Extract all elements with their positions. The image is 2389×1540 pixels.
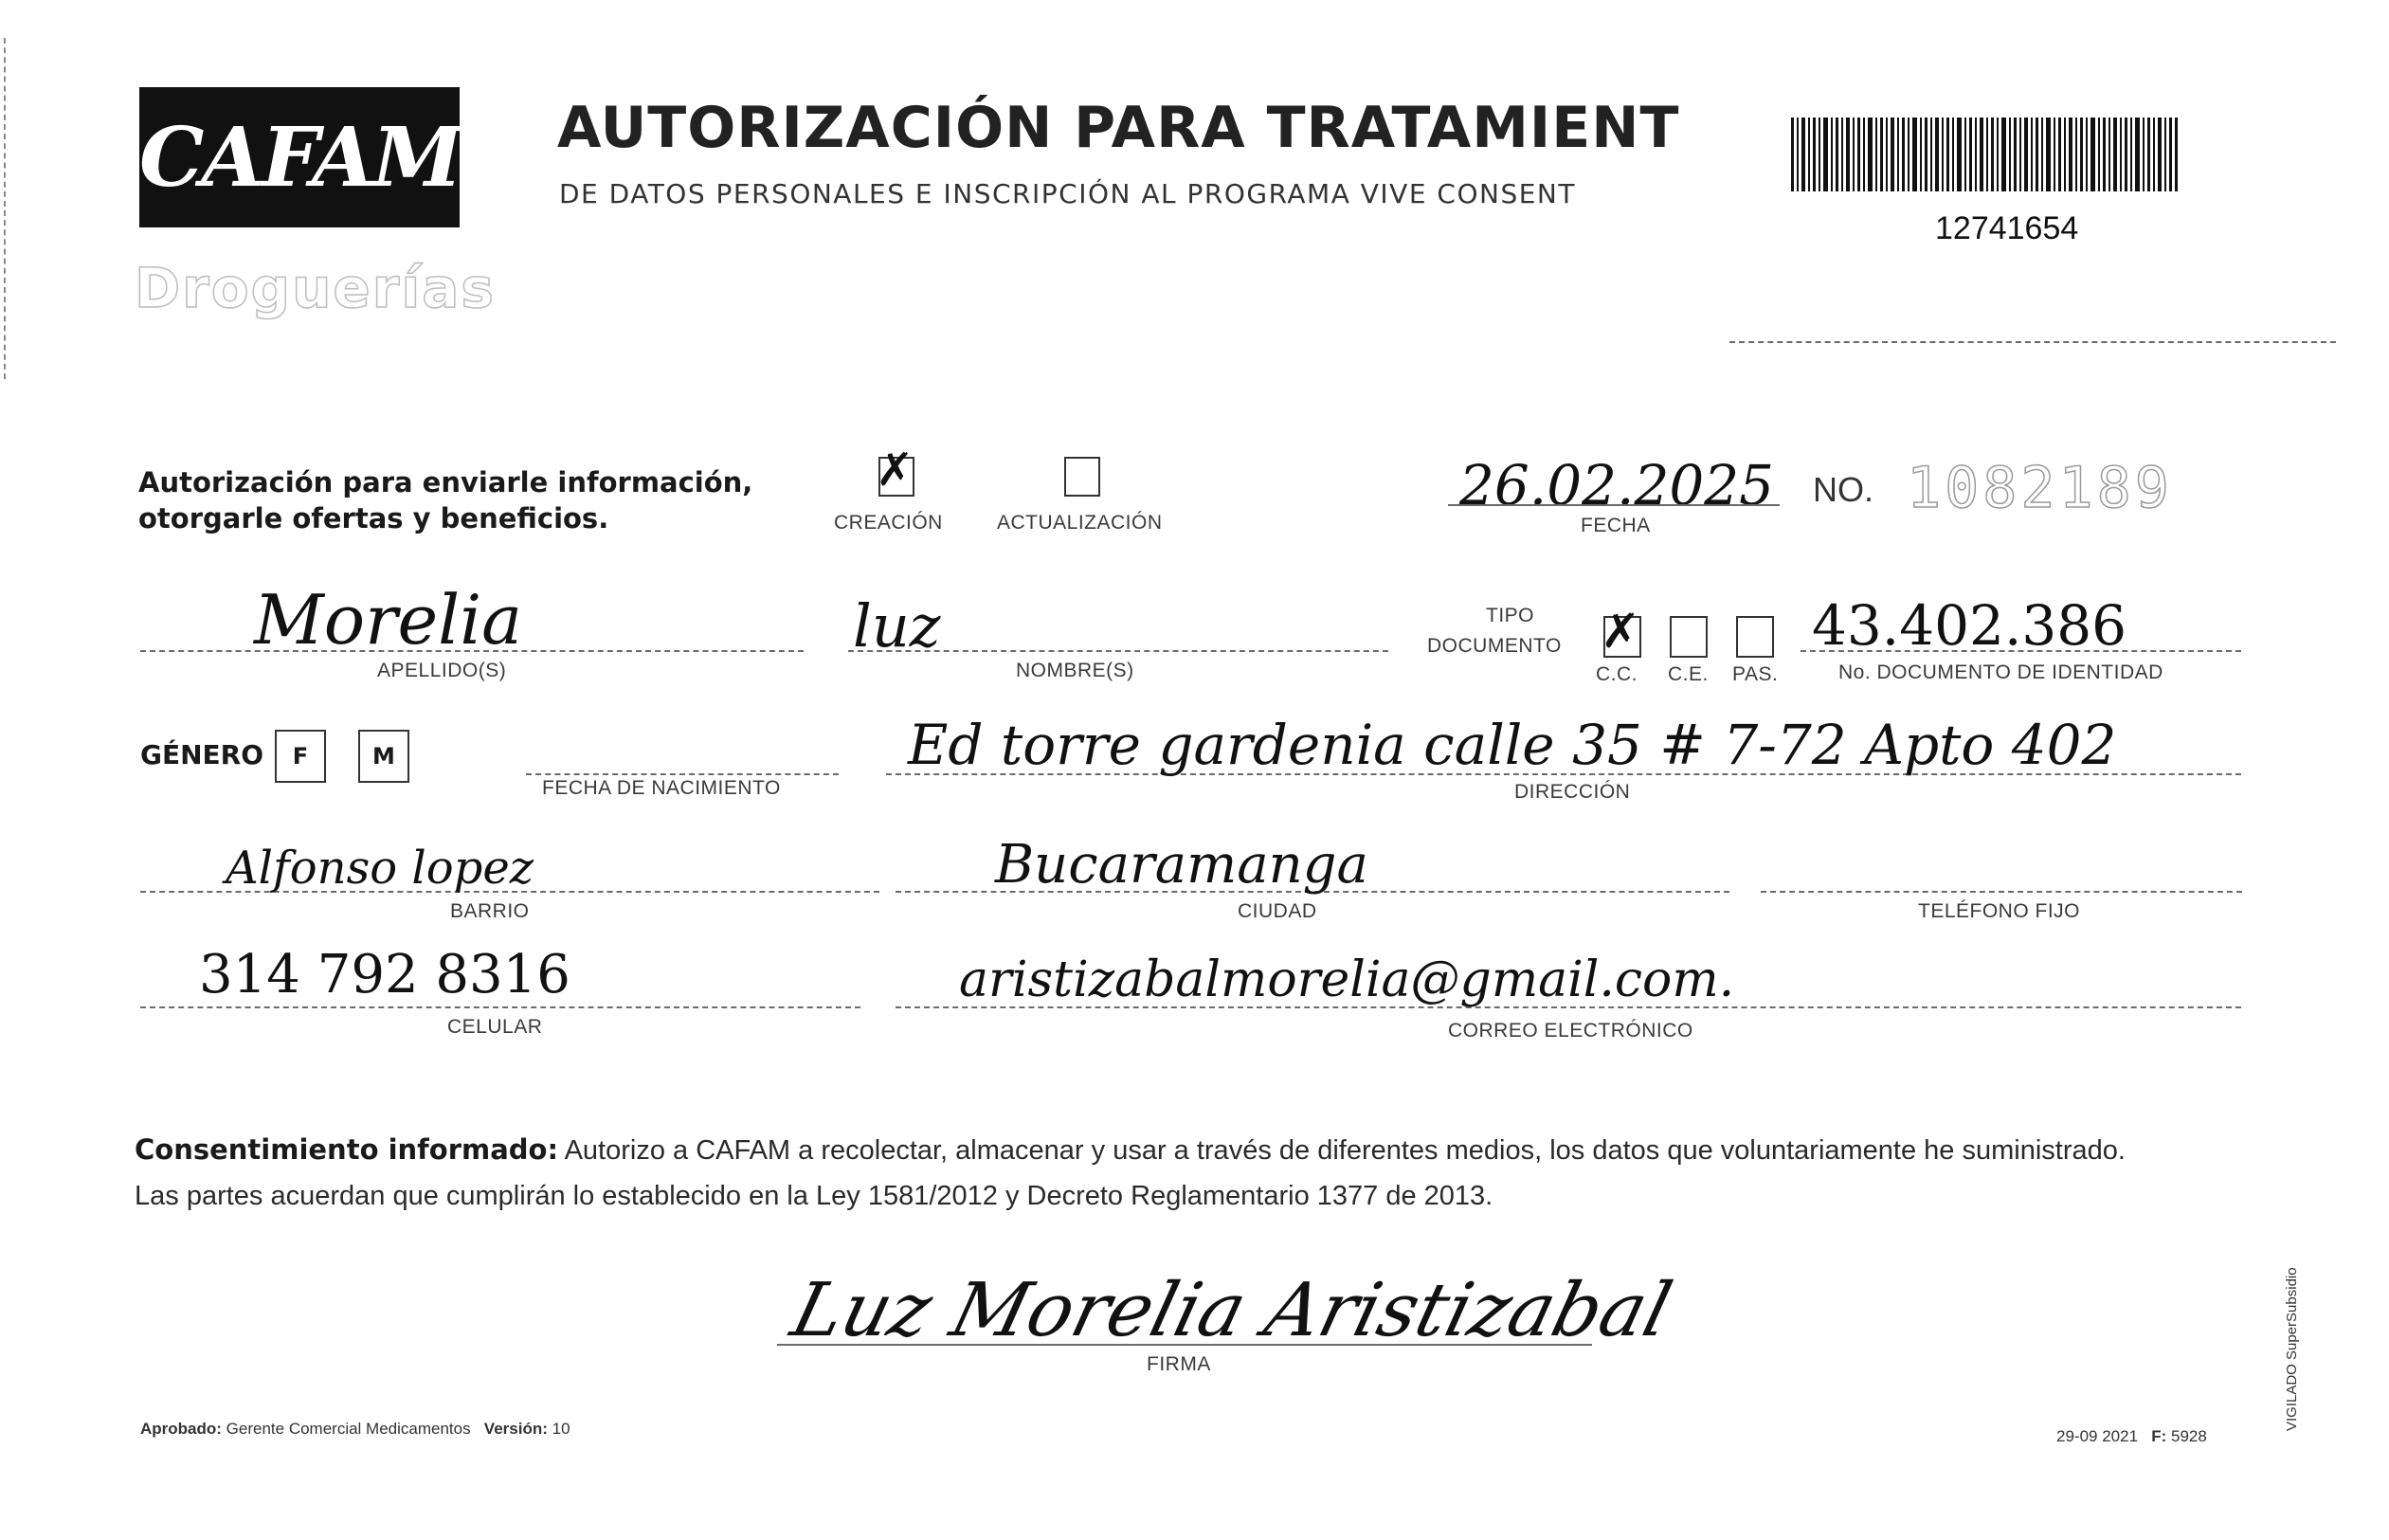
correo-value: aristizabalmorelia@gmail.com. (959, 951, 1735, 1008)
documento-number-value: 43.402.386 (1812, 593, 2127, 658)
version-label: Versión: (483, 1420, 548, 1438)
consent-line-2: Las partes acuerdan que cumplirán lo establecido en la Ley 1581/2012 y Decreto Reglamentario 1377 de 2013. (135, 1181, 1493, 1211)
signature-label: FIRMA (1147, 1353, 1211, 1375)
consent-text-1: Autorizo a CAFAM a recolectar, almacenar y usar a través de diferentes medios, los datos que voluntariamente he suministrado. (564, 1135, 2126, 1166)
vigilado-vertical-text: VIGILADO SuperSubsidio (2284, 1267, 2300, 1431)
header-dashed-line (1729, 341, 2336, 343)
aprobado-label: Aprobado: (140, 1420, 222, 1438)
direccion-label: DIRECCIÓN (1514, 781, 1631, 803)
genero-f-checkbox[interactable] (275, 730, 326, 783)
no-value: 1082189 (1907, 455, 2173, 521)
ce-label: C.E. (1668, 663, 1709, 685)
genero-m-checkbox[interactable] (358, 730, 409, 783)
genero-f-text: F (292, 743, 309, 770)
ciudad-value: Bucaramanga (995, 834, 1368, 896)
authorization-text-2: otorgarle ofertas y beneficios. (138, 502, 609, 534)
ciudad-label: CIUDAD (1238, 900, 1317, 922)
fecha-nacimiento-label: FECHA DE NACIMIENTO (542, 777, 781, 799)
cc-check-mark: ✗ (1601, 604, 1640, 659)
logo-subtitle: Droguerías (135, 256, 496, 320)
ce-checkbox[interactable] (1670, 616, 1708, 658)
cc-label: C.C. (1596, 663, 1638, 685)
fecha-value: 26.02.2025 (1459, 453, 1775, 517)
telefono-line (1761, 891, 2242, 893)
footer-f-label: F: (2151, 1427, 2167, 1445)
cafam-logo (139, 87, 460, 227)
nombre-label: NOMBRE(S) (1016, 660, 1134, 681)
fecha-label: FECHA (1581, 515, 1651, 536)
barrio-label: BARRIO (450, 900, 530, 922)
document-title: AUTORIZACIÓN PARA TRATAMIENT (557, 95, 1680, 161)
signature-line (777, 1344, 1592, 1346)
pas-checkbox[interactable] (1736, 616, 1774, 658)
footer-approval (140, 1420, 570, 1439)
no-label: NO. (1813, 470, 1874, 509)
genero-m-text: M (372, 743, 395, 770)
creacion-check-mark: ✗ (876, 444, 914, 497)
celular-value: 314 792 8316 (199, 944, 570, 1006)
consent-line-1 (135, 1133, 2126, 1167)
telefono-label: TELÉFONO FIJO (1918, 900, 2081, 922)
apellido-value: Morelia (254, 580, 523, 660)
scan-edge-line (4, 38, 6, 379)
document-subtitle: DE DATOS PERSONALES E INSCRIPCIÓN AL PROGRAMA VIVE CONSENT (559, 178, 1576, 209)
actualizacion-checkbox[interactable] (1064, 457, 1100, 497)
genero-label: GÉNERO (140, 739, 264, 770)
footer-f-value: 5928 (2170, 1427, 2207, 1445)
fecha-line (1448, 504, 1780, 506)
correo-label: CORREO ELECTRÓNICO (1448, 1020, 1693, 1042)
documento-number-label: No. DOCUMENTO DE IDENTIDAD (1838, 661, 2163, 683)
celular-label: CELULAR (447, 1016, 543, 1038)
apellido-label: APELLIDO(S) (377, 660, 507, 681)
signature-value: Luz Morelia Aristizabal (783, 1268, 1680, 1353)
tipo-label: TIPO (1486, 605, 1535, 626)
fecha-nacimiento-line (526, 773, 839, 775)
logo-text: CAFAM (138, 109, 461, 206)
actualizacion-label: ACTUALIZACIÓN (997, 512, 1163, 534)
authorization-text-1: Autorización para enviarle información, (138, 466, 753, 498)
footer-date-value: 29-09 2021 (2056, 1427, 2139, 1445)
documento-label: DOCUMENTO (1427, 635, 1562, 657)
consent-heading: Consentimiento informado: (135, 1133, 559, 1166)
direccion-value: Ed torre gardenia calle 35 # 7-72 Apto 402 (908, 713, 2117, 777)
celular-line (140, 1006, 860, 1008)
pas-label: PAS. (1732, 663, 1779, 685)
barcode-number: 12741654 (1935, 210, 2079, 246)
creacion-label: CREACIÓN (834, 512, 943, 534)
version-value: 10 (552, 1420, 570, 1438)
aprobado-value: Gerente Comercial Medicamentos (226, 1420, 471, 1438)
barcode (1791, 118, 2178, 191)
footer-date (2056, 1427, 2207, 1446)
barrio-value: Alfonso lopez (226, 842, 534, 895)
nombre-value: luz (853, 591, 941, 661)
